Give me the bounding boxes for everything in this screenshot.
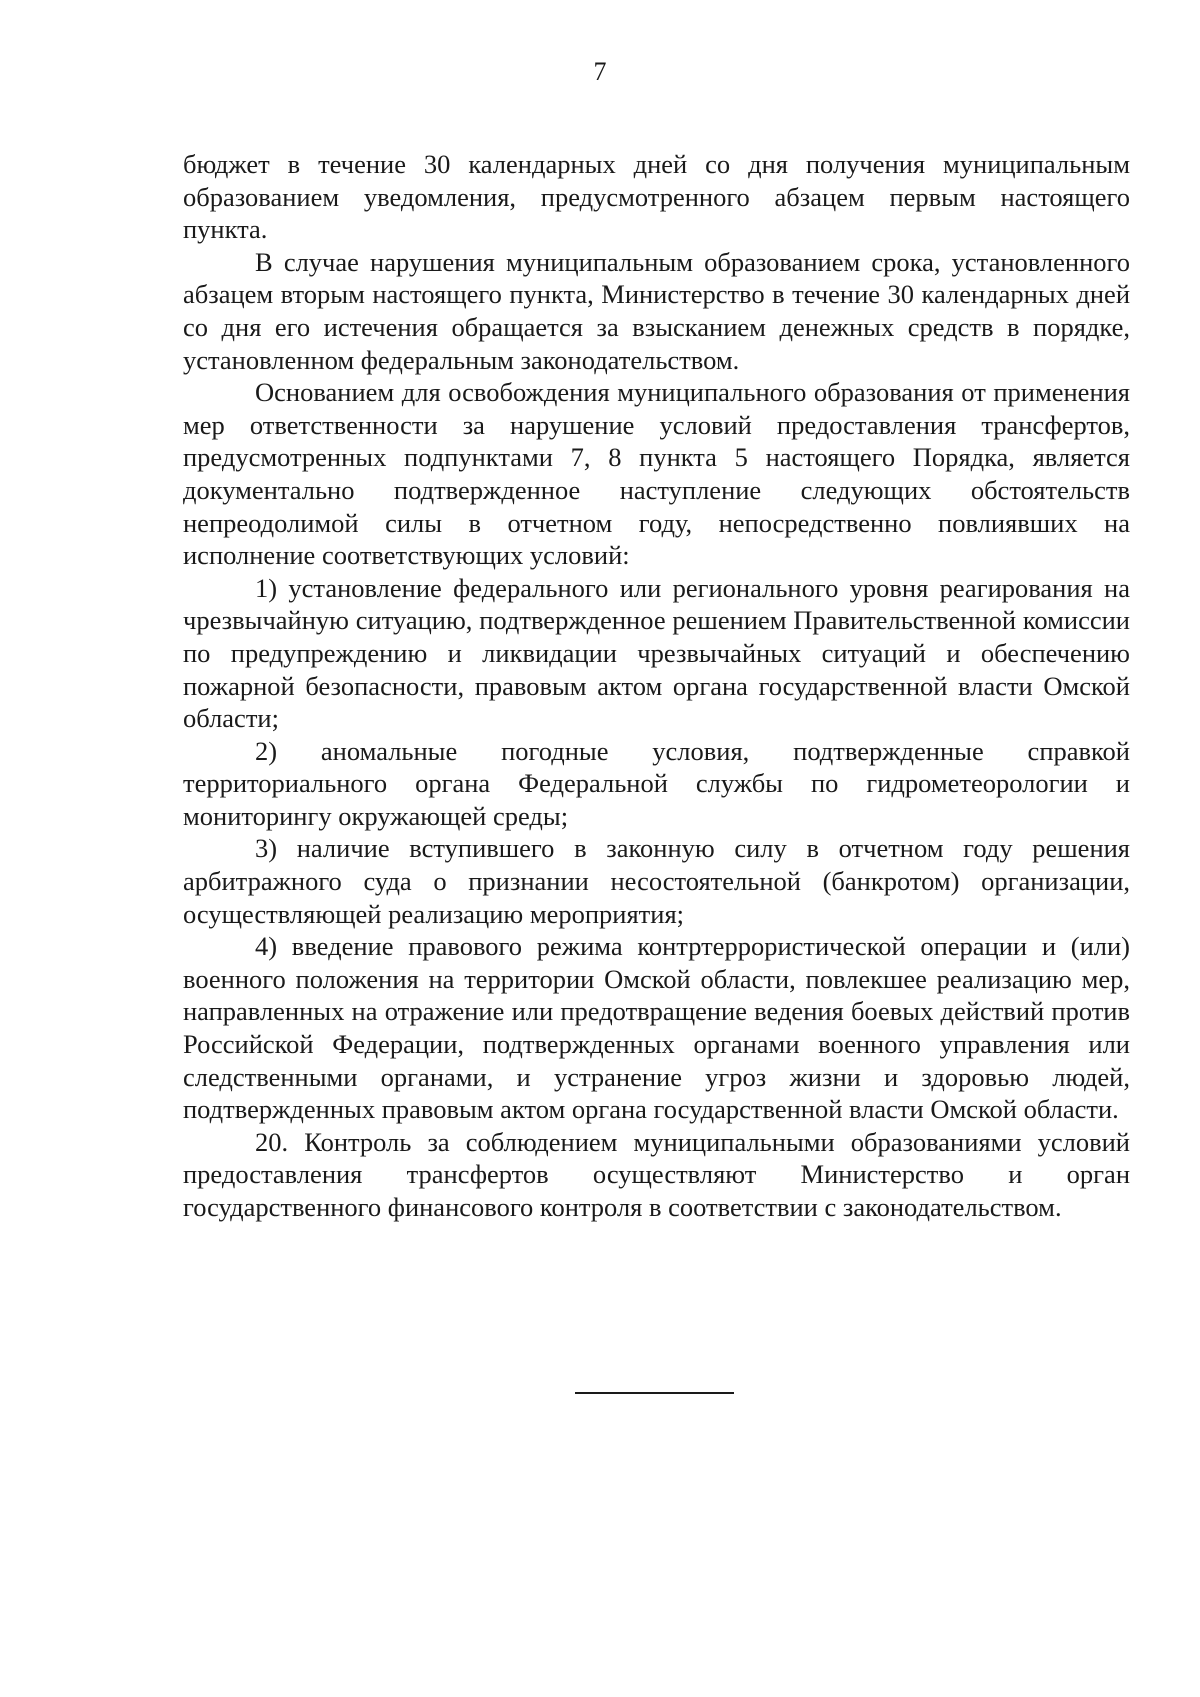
document-body	[183, 148, 1130, 1224]
paragraph-control-clause: 20. Контроль за соблюдением муниципальными образованиями условий предоставления трансфертов осуществляют Министерство и орган государственного финансового контроля в соответствии с законодательством.	[183, 1126, 1130, 1222]
list-item-counterterrorism: 4) введение правового режима контртеррористической операции и (или) военного положения на территории Омской области, повлекшее реализацию мер, направленных на отражение или предотвращение ведения боевых действий против Российской Федерации, подтвержденных органами военного управления или следственными органами, и устранение угроз жизни и здоровью людей, подтвержденных правовым актом органа государственной власти Омской области.	[183, 931, 1130, 1125]
page-number: 7	[593, 57, 607, 86]
list-item-bankruptcy: 3) наличие вступившего в законную силу в отчетном году решения арбитражного суда о признании несостоятельной (банкротом) организации, осуществляющей реализацию мероприятия;	[183, 833, 1130, 929]
paragraph-force-majeure-basis: Основанием для освобождения муниципального образования от применения мер ответственности за нарушение условий предоставления трансфертов, предусмотренных подпунктами 7, 8 пункта 5 настоящего Порядка, является документально подтвержденное наступление следующих обстоятельств непреодолимой силы в отчетном году, непосредственно повлиявших на исполнение соответствующих условий:	[183, 377, 1130, 571]
paragraph-violation-deadline: В случае нарушения муниципальным образованием срока, установленного абзацем вторым настоящего пункта, Министерство в течение 30 календарных дней со дня его истечения обращается за взысканием денежных средств в порядке, установленном федеральным законодательством.	[183, 246, 1130, 375]
end-separator-line	[575, 1392, 734, 1394]
list-item-weather: 2) аномальные погодные условия, подтвержденные справкой территориального органа Федеральной службы по гидрометеорологии и мониторингу окружающей среды;	[183, 735, 1130, 831]
list-item-emergency: 1) установление федерального или регионального уровня реагирования на чрезвычайную ситуацию, подтвержденное решением Правительственной комиссии по предупреждению и ликвидации чрезвычайных ситуаций и обеспечению пожарной безопасности, правовым актом органа государственной власти Омской области;	[183, 572, 1130, 734]
paragraph-continuation: бюджет в течение 30 календарных дней со дня получения муниципальным образованием уведомления, предусмотренного абзацем первым настоящего пункта.	[183, 149, 1130, 245]
